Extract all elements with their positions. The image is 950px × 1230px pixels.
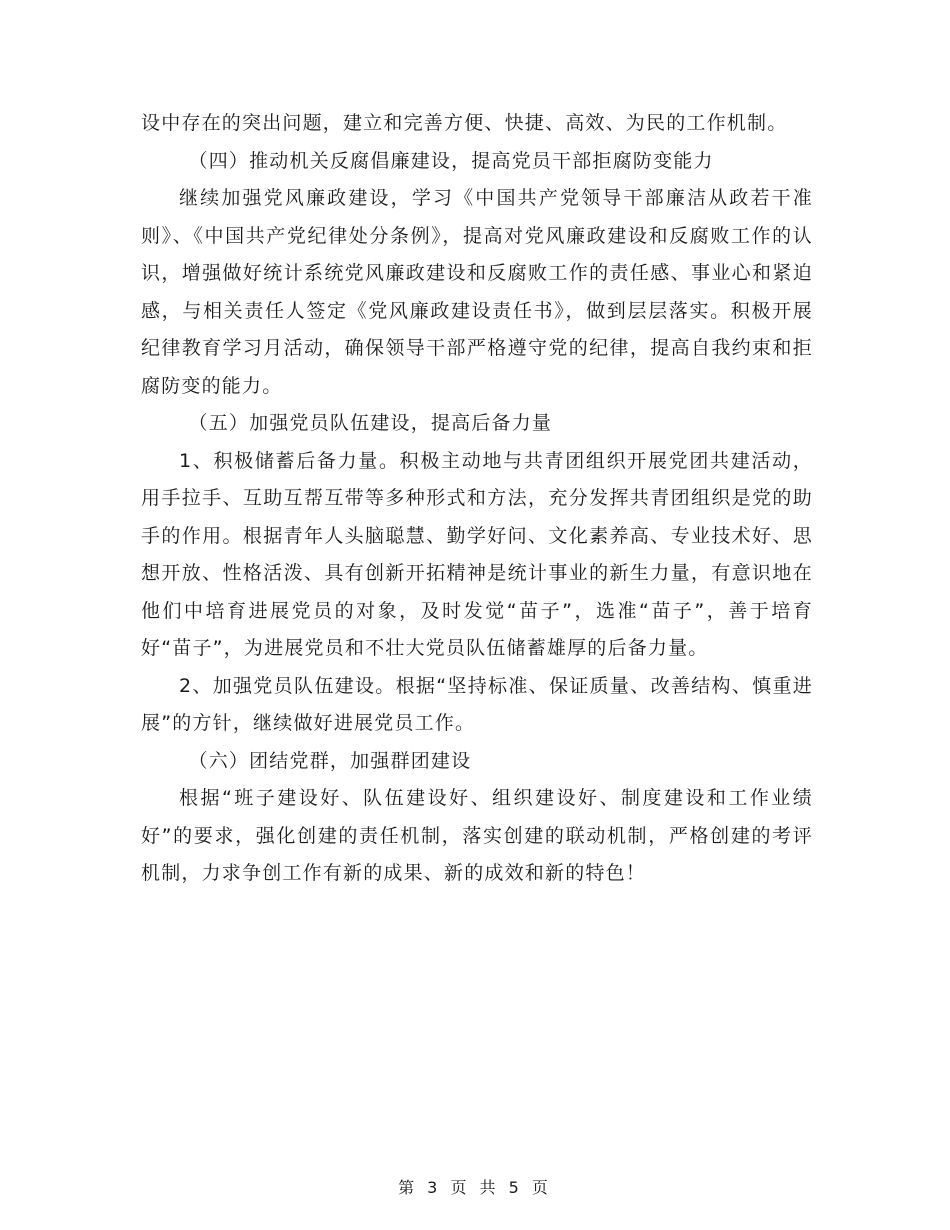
paragraph-member-team: 2、加强党员队伍建设。根据“坚持标准、保证质量、改善结构、慎重进展”的方针，继续做好进展党员工作。: [141, 674, 813, 734]
paragraph-reserve-strength: 1、积极储蓄后备力量。积极主动地与共青团组织开展党团共建活动，用手拉手、互助互帮互带等多种形式和方法，充分发挥共青团组织是党的助手的作用。根据青年人头脑聪慧、勤学好问、文化素养高、专业技术好、思想开放、性格活泼、具有创新开拓精神是统计事业的新生力量，有意识地在他们中培育进展党员的对象，及时发觉“苗子”，选准“苗子”，善于培育好“苗子”，为进展党员和不壮大党员队伍储蓄雄厚的后备力量。: [141, 449, 813, 659]
paragraph-group-building: 根据“班子建设好、队伍建设好、组织建设好、制度建设和工作业绩好”的要求，强化创建的责任机制，落实创建的联动机制，严格创建的考评机制，力求争创工作有新的成果、新的成效和新的特色！: [141, 787, 813, 884]
section-heading-6: （六）团结党群，加强群团建设: [188, 749, 472, 772]
section-heading-4: （四）推动机关反腐倡廉建设，提高党员干部拒腐防变能力: [188, 149, 714, 172]
paragraph-anticorruption: 继续加强党风廉政建设，学习《中国共产党领导干部廉洁从政若干准则》、《中国共产党纪律处分条例》，提高对党风廉政建设和反腐败工作的认识，增强做好统计系统党风廉政建设和反腐败工作的责任感、事业心和紧迫感，与相关责任人签定《党风廉政建设责任书》，做到层层落实。积极开展纪律教育学习月活动，确保领导干部严格遵守党的纪律，提高自我约束和拒腐防变的能力。: [141, 187, 813, 397]
document-body: [141, 105, 813, 893]
paragraph-continuation: 设中存在的突出问题，建立和完善方便、快捷、高效、为民的工作机制。: [141, 112, 788, 134]
page-number-footer: 第 3 页 共 5 页: [398, 1178, 552, 1197]
section-heading-5: （五）加强党员队伍建设，提高后备力量: [188, 412, 553, 434]
